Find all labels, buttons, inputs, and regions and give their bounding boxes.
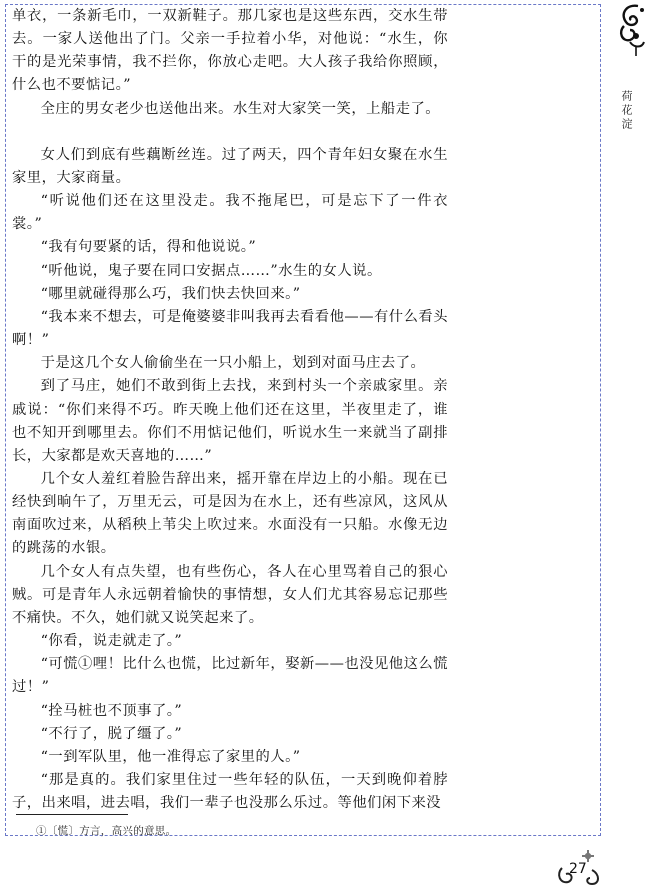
paragraph: “可慌①哩！比什么也慌，比过新年，娶新——也没见他这么慌过！” [12, 656, 448, 696]
paragraph: 女人们到底有些藕断丝连。过了两天，四个青年妇女聚在水生家里，大家商量。 [12, 146, 448, 186]
paragraph: “一到军队里，他一准得忘了家里的人。” [40, 748, 301, 765]
paragraph: “听说他们还在这里没走。我不拖尾巴，可是忘下了一件衣裳。” [12, 193, 448, 233]
floral-ornament-icon [616, 2, 648, 58]
page-number: 27 [569, 861, 587, 877]
paragraph: “你看，说走就走了。” [40, 633, 183, 650]
paragraph: 全庄的男女老少也送他出来。水生对大家笑一笑，上船走了。 [40, 100, 441, 117]
paragraph: 到了马庄，她们不敢到街上去找，来到村头一个亲戚家里。亲戚说：“你们来得不巧。昨天晚上他们还在这里，半夜里走了，谁也不知开到哪里去。你们不用惦记他们，听说水生一来就当了副排长，大家都是欢天喜地的……” [12, 378, 448, 464]
paragraph: “听他说，鬼子要在同口安据点……”水生的女人说。 [40, 262, 382, 279]
paragraph: “拴马桩也不顶事了。” [40, 702, 183, 719]
body-text [12, 5, 448, 815]
paragraph: “我本来不想去，可是俺婆婆非叫我再去看看他——有什么看头啊！” [12, 308, 448, 349]
paragraph: 单衣，一条新毛巾，一双新鞋子。那几家也是这些东西，交水生带去。一家人送他出了门。父亲一手拉着小华，对他说：“水生，你干的是光荣事情，我不拦你，你放心走吧。大人孩子我给你照顾，什么也不要惦记。” [12, 8, 448, 94]
paragraph: “哪里就碰得那么巧，我们快去快回来。” [40, 285, 301, 302]
paragraph: 几个女人有点失望，也有些伤心，各人在心里骂着自己的狠心贼。可是青年人永远朝着愉快的事情想，女人们尤其容易忘记那些不痛快。不久，她们就又说笑起来了。 [12, 563, 448, 626]
paragraph: “我有句要紧的话，得和他说说。” [40, 239, 257, 256]
paragraph: “那是真的。我们家里住过一些年轻的队伍，一天到晚仰着脖子，出来唱，进去唱，我们一辈子也没那么乐过。等他们闲下来没 [12, 772, 448, 812]
footnote-divider [16, 814, 128, 815]
running-title: 荷花淀 [620, 90, 633, 132]
text-frame [5, 4, 601, 836]
paragraph: 于是这几个女人偷偷坐在一只小船上，划到对面马庄去了。 [40, 355, 426, 372]
footnote: ①〔慌〕方言，高兴的意思。 [36, 825, 177, 837]
paragraph: 几个女人羞红着脸告辞出来，摇开靠在岸边上的小船。现在已经快到晌午了，万里无云，可是因为在水上，还有些凉风，这风从南面吹过来，从稻秧上苇尖上吹过来。水面没有一只船。水像无边的跳荡的水银。 [12, 470, 448, 557]
paragraph: “不行了，脱了缰了。” [40, 725, 183, 742]
